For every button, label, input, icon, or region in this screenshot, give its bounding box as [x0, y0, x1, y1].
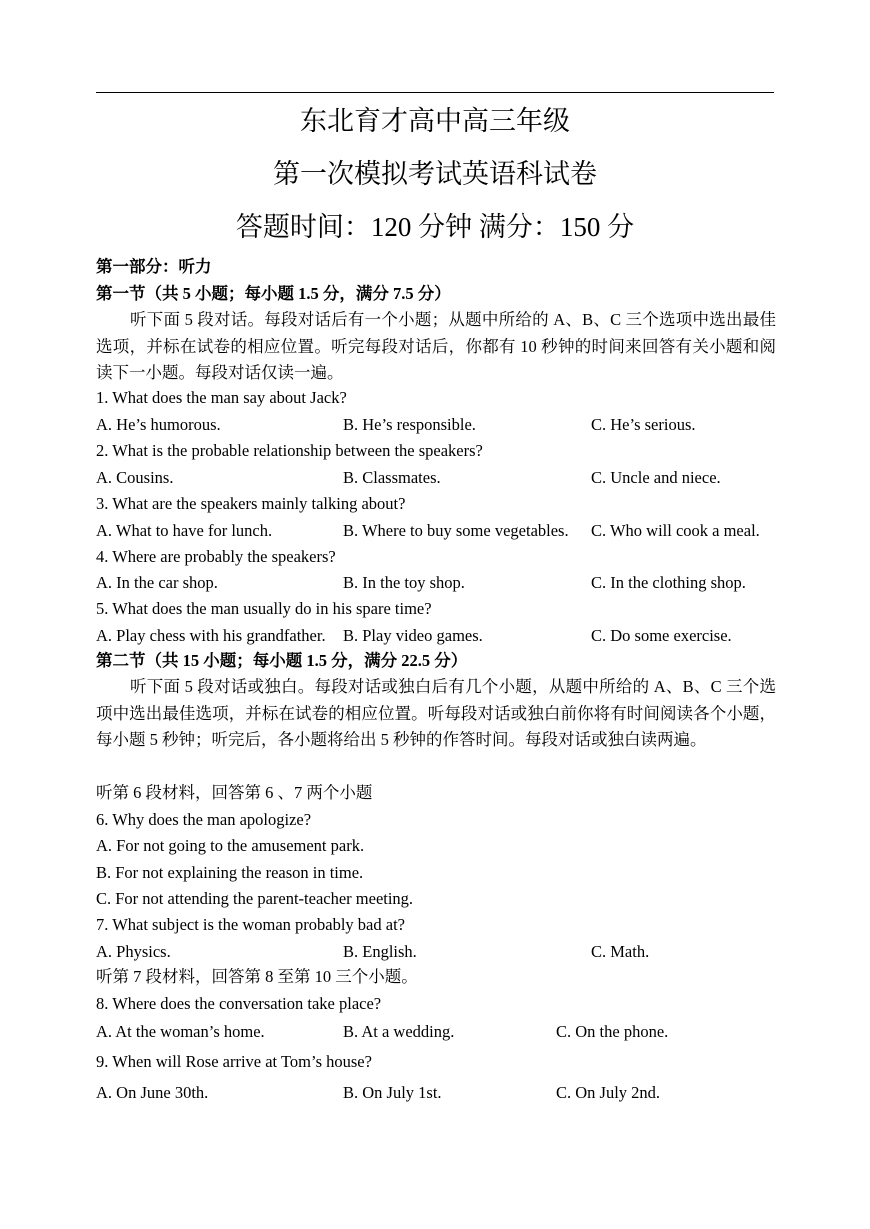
- material-7-note: 听第 7 段材料，回答第 8 至第 10 三个小题。: [96, 967, 418, 986]
- question-6-option-a: A. For not going to the amusement park.: [96, 836, 365, 855]
- part-heading: 第一部分：听力: [96, 257, 212, 276]
- time-score-line: 答题时间：120 分钟 满分：150 分: [235, 212, 635, 242]
- question-4: 4. Where are probably the speakers?: [96, 547, 336, 566]
- question-2-option-b: B. Classmates.: [343, 468, 441, 487]
- question-2: 2. What is the probable relationship between the speakers?: [96, 441, 483, 460]
- question-7-option-b: B. English.: [343, 942, 417, 961]
- question-5-option-a: A. Play chess with his grandfather.: [96, 626, 326, 645]
- question-4-option-c: C. In the clothing shop.: [591, 573, 746, 592]
- question-3-option-a: A. What to have for lunch.: [96, 521, 273, 540]
- question-6-option-c: C. For not attending the parent-teacher meeting.: [96, 889, 414, 908]
- section2-instructions: 听下面 5 段对话或独白。每段对话或独白后有几个小题，从题中所给的 A、B、C 三个选项中选出最佳选项，并标在试卷的相应位置。听每段对话或独白前你将有时间阅读各个小题，每小题 5 秒钟；听完后，各小题将给出 5 秒钟的作答时间。每段对话或独白读两遍。: [96, 677, 776, 749]
- question-4-option-a: A. In the car shop.: [96, 573, 218, 592]
- question-1-option-a: A. He’s humorous.: [96, 415, 221, 434]
- question-7: 7. What subject is the woman probably bad at?: [96, 915, 405, 934]
- question-7-option-a: A. Physics.: [96, 942, 171, 961]
- question-1: 1. What does the man say about Jack?: [96, 388, 347, 407]
- question-6-option-b: B. For not explaining the reason in time.: [96, 863, 364, 882]
- question-5-option-c: C. Do some exercise.: [591, 626, 732, 645]
- question-8-option-c: C. On the phone.: [556, 1022, 669, 1041]
- question-4-option-b: B. In the toy shop.: [343, 573, 465, 592]
- question-8-option-a: A. At the woman’s home.: [96, 1022, 265, 1041]
- question-1-option-c: C. He’s serious.: [591, 415, 696, 434]
- material-6-note: 听第 6 段材料，回答第 6 、7 两个小题: [96, 783, 373, 802]
- question-2-option-a: A. Cousins.: [96, 468, 174, 487]
- question-5-option-b: B. Play video games.: [343, 626, 483, 645]
- question-3-option-b: B. Where to buy some vegetables.: [343, 521, 569, 540]
- question-9-option-c: C. On July 2nd.: [556, 1083, 661, 1102]
- question-6: 6. Why does the man apologize?: [96, 810, 312, 829]
- question-8: 8. Where does the conversation take place?: [96, 994, 382, 1013]
- question-7-option-c: C. Math.: [591, 942, 650, 961]
- question-3-option-c: C. Who will cook a meal.: [591, 521, 760, 540]
- question-9: 9. When will Rose arrive at Tom’s house?: [96, 1052, 372, 1071]
- question-9-option-b: B. On July 1st.: [343, 1083, 442, 1102]
- section2-heading: 第二节（共 15 小题；每小题 1.5 分，满分 22.5 分）: [96, 651, 468, 670]
- question-2-option-c: C. Uncle and niece.: [591, 468, 721, 487]
- top-rule: [96, 92, 774, 93]
- section1-heading: 第一节（共 5 小题；每小题 1.5 分，满分 7.5 分）: [96, 284, 451, 303]
- question-1-option-b: B. He’s responsible.: [343, 415, 476, 434]
- question-5: 5. What does the man usually do in his spare time?: [96, 599, 432, 618]
- question-8-option-b: B. At a wedding.: [343, 1022, 455, 1041]
- exam-title: 第一次模拟考试英语科试卷: [273, 159, 597, 189]
- question-9-option-a: A. On June 30th.: [96, 1083, 209, 1102]
- question-3: 3. What are the speakers mainly talking about?: [96, 494, 406, 513]
- section1-instructions: 听下面 5 段对话。每段对话后有一个小题；从题中所给的 A、B、C 三个选项中选出最佳选项，并标在试卷的相应位置。听完每段对话后，你都有 10 秒钟的时间来回答有关小题和阅读下一小题。每段对话仅读一遍。: [96, 310, 776, 382]
- school-title: 东北育才高中高三年级: [300, 106, 570, 136]
